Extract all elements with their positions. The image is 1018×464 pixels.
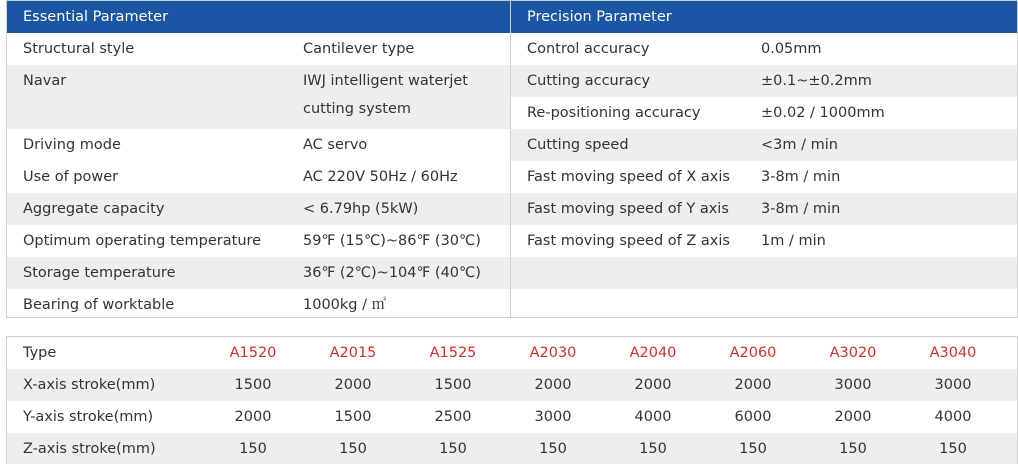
stroke-value: 150: [739, 441, 767, 457]
model-name: A2060: [729, 345, 777, 361]
stroke-value: 6000: [734, 409, 772, 425]
stroke-value: 150: [439, 441, 467, 457]
param-value-line2: cutting system: [303, 101, 411, 117]
stroke-value: 1500: [434, 377, 472, 393]
model-name: A1520: [229, 345, 277, 361]
stroke-value: 2500: [434, 409, 472, 425]
stroke-value: 2000: [234, 409, 272, 425]
stroke-value: 2000: [634, 377, 672, 393]
param-label: Driving mode: [23, 137, 121, 153]
param-label: Storage temperature: [23, 265, 176, 281]
param-value: 0.05mm: [761, 41, 822, 57]
param-label: Structural style: [23, 41, 135, 57]
essential-row: [7, 33, 510, 65]
param-value: < 6.79hp (5kW): [303, 201, 419, 217]
type-label: Type: [23, 345, 57, 361]
model-name: A2015: [329, 345, 377, 361]
param-value: 1000kg / ㎡: [303, 297, 387, 313]
precision-row: [511, 65, 1017, 97]
model-name: A2040: [629, 345, 677, 361]
param-value-line1: IWJ intelligent waterjet: [303, 73, 468, 89]
z-stroke-row: [7, 433, 1017, 464]
stroke-value: 150: [339, 441, 367, 457]
precision-row: [511, 193, 1017, 225]
stroke-value: 3000: [934, 377, 972, 393]
param-value: 36℉ (2℃)~104℉ (40℃): [303, 265, 481, 281]
stroke-value: 150: [239, 441, 267, 457]
precision-parameter-section: [511, 1, 1017, 317]
stroke-value: 150: [839, 441, 867, 457]
essential-row: [7, 129, 510, 161]
precision-row-empty: [511, 257, 1017, 289]
essential-parameter-title: Essential Parameter: [7, 1, 510, 33]
stroke-value: 150: [939, 441, 967, 457]
stroke-value: 1500: [234, 377, 272, 393]
model-name: A3040: [929, 345, 977, 361]
model-stroke-table: [6, 336, 1018, 464]
essential-row: [7, 225, 510, 257]
essential-row: [7, 65, 510, 129]
param-label: Fast moving speed of Z axis: [527, 233, 730, 249]
param-value: AC 220V 50Hz / 60Hz: [303, 169, 458, 185]
row-label: Z-axis stroke(mm): [23, 441, 156, 457]
precision-row: [511, 161, 1017, 193]
param-label: Bearing of worktable: [23, 297, 175, 313]
stroke-value: 3000: [534, 409, 572, 425]
stroke-value: 150: [539, 441, 567, 457]
param-value: [303, 65, 468, 118]
model-name: A2030: [529, 345, 577, 361]
param-label: Cutting speed: [527, 137, 629, 153]
param-value: 3-8m / min: [761, 169, 841, 185]
row-label: Y-axis stroke(mm): [23, 409, 154, 425]
param-label: Aggregate capacity: [23, 201, 165, 217]
essential-row: [7, 161, 510, 193]
essential-row: [7, 289, 510, 319]
stroke-value: 3000: [834, 377, 872, 393]
param-label: Fast moving speed of X axis: [527, 169, 730, 185]
param-label: Control accuracy: [527, 41, 650, 57]
param-label: Use of power: [23, 169, 119, 185]
param-value: Cantilever type: [303, 41, 415, 57]
param-label: Cutting accuracy: [527, 73, 651, 89]
precision-row: [511, 97, 1017, 129]
stroke-value: 2000: [334, 377, 372, 393]
row-label: X-axis stroke(mm): [23, 377, 156, 393]
essential-parameter-section: [7, 1, 511, 317]
precision-row: [511, 33, 1017, 65]
stroke-value: 4000: [634, 409, 672, 425]
model-name: A1525: [429, 345, 477, 361]
y-stroke-row: [7, 401, 1017, 433]
parameter-panel: [6, 0, 1018, 318]
precision-row: [511, 225, 1017, 257]
x-stroke-row: [7, 369, 1017, 401]
param-value: <3m / min: [761, 137, 838, 153]
param-value: 59℉ (15℃)~86℉ (30℃): [303, 233, 481, 249]
param-value: 3-8m / min: [761, 201, 841, 217]
param-label: Optimum operating temperature: [23, 233, 262, 249]
stroke-value: 1500: [334, 409, 372, 425]
model-name: A3020: [829, 345, 877, 361]
stroke-value: 2000: [834, 409, 872, 425]
param-value: ±0.1~±0.2mm: [761, 73, 872, 89]
stroke-value: 4000: [934, 409, 972, 425]
param-value: AC servo: [303, 137, 368, 153]
stroke-value: 150: [639, 441, 667, 457]
essential-row: [7, 193, 510, 225]
essential-row: [7, 257, 510, 289]
precision-parameter-title: Precision Parameter: [511, 1, 1017, 33]
param-value: ±0.02 / 1000mm: [761, 105, 885, 121]
param-value: 1m / min: [761, 233, 826, 249]
param-label: Re-positioning accuracy: [527, 105, 701, 121]
model-header-row: [7, 337, 1017, 369]
precision-row: [511, 129, 1017, 161]
stroke-value: 2000: [734, 377, 772, 393]
stroke-value: 2000: [534, 377, 572, 393]
param-label: Fast moving speed of Y axis: [527, 201, 729, 217]
param-label: Navar: [23, 73, 67, 89]
